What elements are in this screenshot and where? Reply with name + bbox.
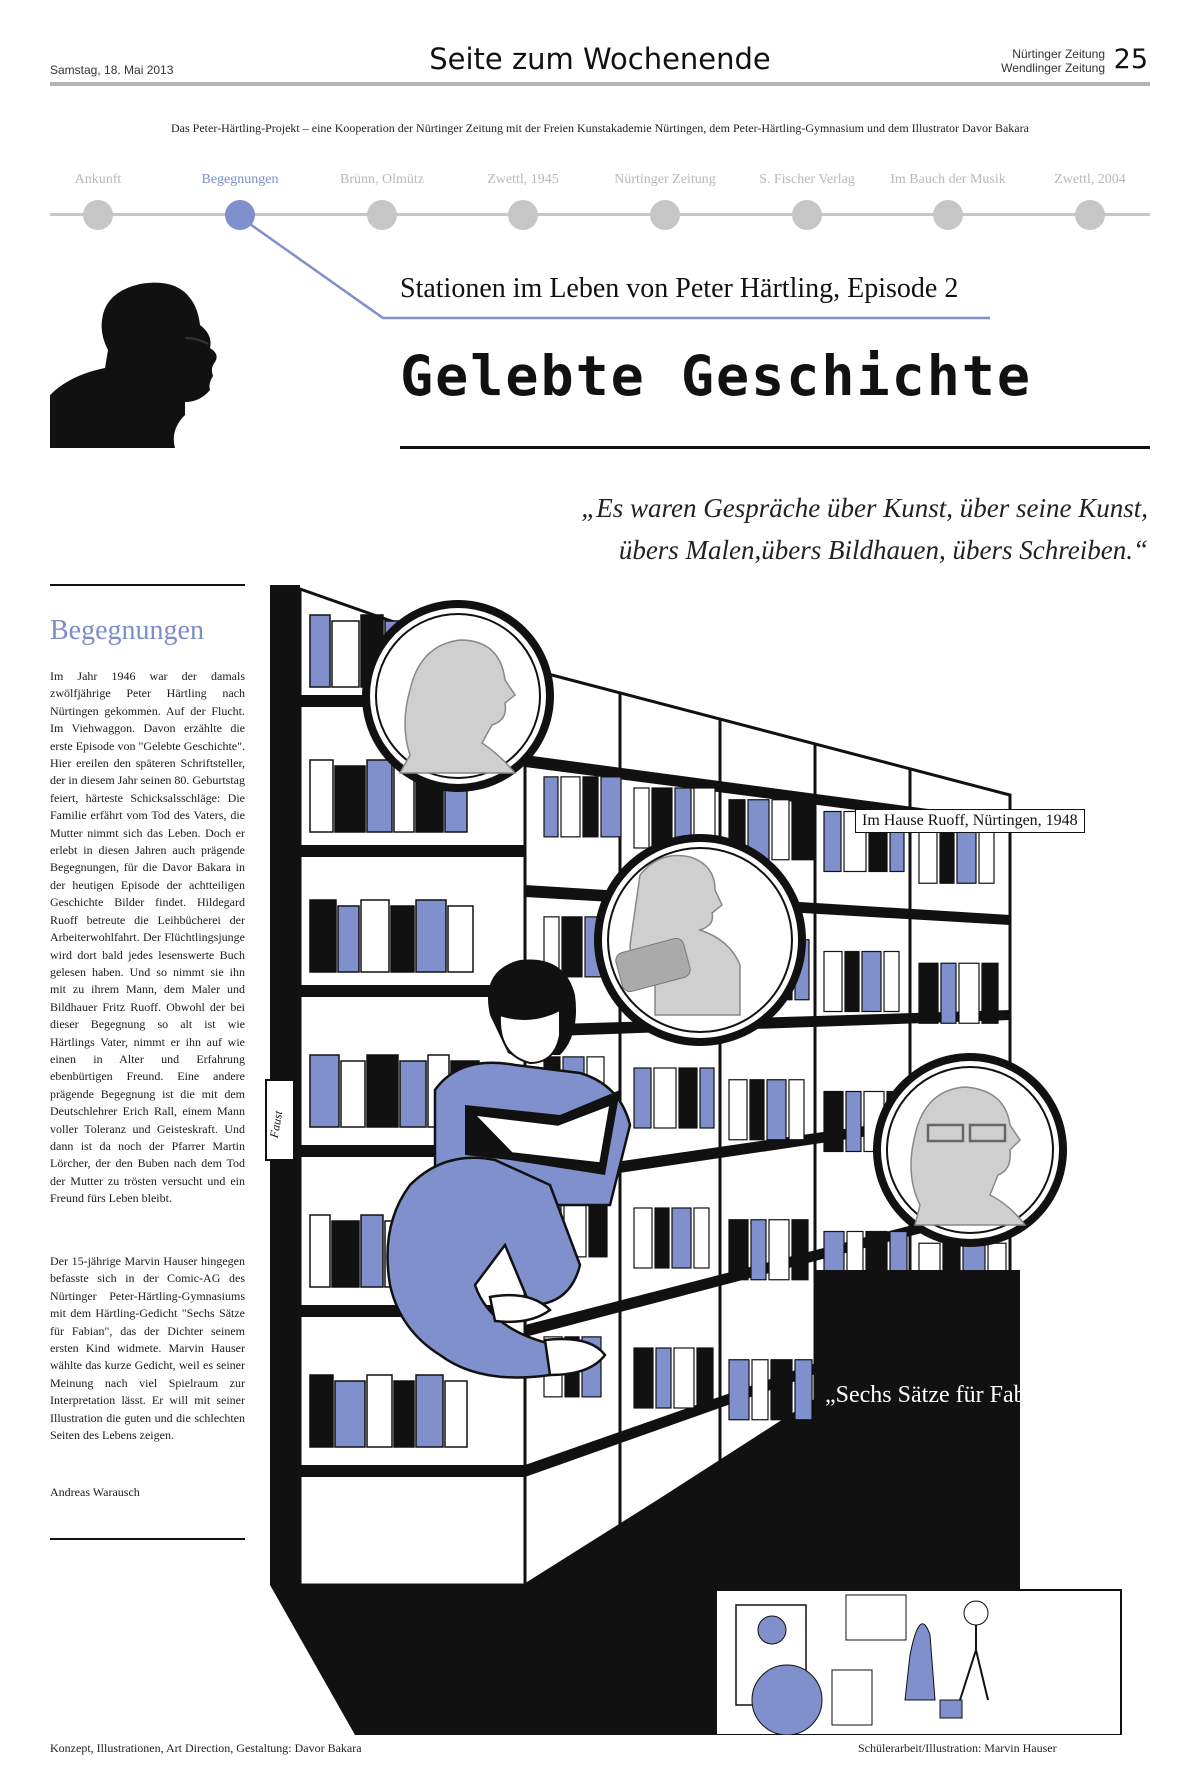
silhouette-portrait	[50, 280, 246, 448]
book	[750, 1080, 764, 1140]
book	[862, 951, 881, 1011]
book	[394, 1381, 414, 1447]
book	[824, 811, 841, 871]
book	[959, 963, 979, 1023]
faust-label: Faust	[266, 1109, 286, 1139]
timeline-station-label: Im Bauch der Musik	[890, 172, 1006, 187]
book	[335, 766, 365, 832]
timeline-station-dot	[83, 200, 113, 230]
book	[445, 1381, 467, 1447]
timeline-station-label: Ankunft	[74, 172, 122, 187]
book	[416, 900, 446, 972]
timeline-station-label: Nürtinger Zeitung	[614, 172, 716, 187]
book	[789, 1080, 804, 1140]
book	[697, 1348, 713, 1408]
book	[771, 1360, 792, 1420]
book	[332, 621, 359, 687]
timeline-station-dot	[933, 200, 963, 230]
timeline-station-label: S. Fischer Verlag	[759, 172, 855, 187]
timeline-station-label: Zwettl, 1945	[487, 172, 559, 187]
book	[400, 1061, 426, 1127]
timeline-station-dot	[1075, 200, 1105, 230]
book	[367, 760, 392, 832]
timeline-station-dot	[792, 200, 822, 230]
silhouette-shape	[50, 283, 217, 448]
newspaper-name-2: Wendlinger Zeitung	[1001, 61, 1105, 75]
book	[941, 963, 956, 1023]
page-number: 25	[1113, 44, 1148, 75]
timeline-station-label: Begegnungen	[201, 172, 279, 187]
book	[634, 1208, 652, 1268]
book	[729, 1220, 748, 1280]
library-illustration	[260, 585, 1130, 1735]
medallion-loercher	[873, 1053, 1067, 1247]
pull-quote	[448, 487, 1148, 571]
shelf-board	[300, 1465, 525, 1477]
book	[694, 1208, 709, 1268]
book	[654, 1068, 676, 1128]
book	[448, 906, 473, 972]
book	[752, 1360, 768, 1420]
book	[846, 1091, 861, 1151]
book	[729, 1080, 747, 1140]
book	[310, 900, 336, 972]
credit-right: Schülerarbeit/Illustration: Marvin Hauser	[858, 1741, 1057, 1755]
book	[729, 1360, 749, 1420]
title-rule	[400, 446, 1150, 449]
shelf-board	[300, 845, 525, 857]
book	[679, 1068, 697, 1128]
book	[674, 1348, 694, 1408]
book	[391, 906, 414, 972]
timeline-station-dot	[650, 200, 680, 230]
timeline-station-label: Zwettl, 2004	[1054, 172, 1126, 187]
book	[338, 906, 359, 972]
caption-fabian: „Sechs Sätze für Fabian“	[825, 1382, 1066, 1408]
book	[792, 800, 814, 860]
timeline-station-dot	[225, 200, 255, 230]
book	[634, 788, 649, 848]
sidebar-bottom-rule	[50, 1538, 245, 1540]
medallion-ruoff	[362, 600, 554, 792]
faust-book	[266, 1080, 294, 1160]
sidebar-paragraph-2: Der 15-jährige Marvin Hauser hingegen befasste sich in der Comic-AG des Nürtinger Peter-Härtling-Gymnasiums mit dem Härtling-Gedicht "Sechs Sätze für Fabian", das der Dichter seinem ersten Kind widmete. Marvin Hauser wählte das kurze Gedicht, weil es seiner Meinung nach viel Spielraum zur Interpretation lässt. Er will mit seiner Illustration die guten und die schlechten Seiten des Lebens zeigen.	[50, 1254, 245, 1443]
book	[601, 777, 621, 837]
project-description: Das Peter-Härtling-Projekt – eine Kooperation der Nürtinger Zeitung mit der Freien Kunstakademie Nürtingen, dem Peter-Härtling-Gymnasium und dem Illustrator Davor Bakara	[171, 121, 1029, 135]
book	[634, 1348, 653, 1408]
book	[367, 1375, 392, 1447]
book	[792, 1220, 808, 1280]
fabian-inset	[716, 1590, 1121, 1735]
book	[655, 1208, 669, 1268]
book	[561, 777, 580, 837]
newspaper-name-1: Nürtinger Zeitung	[1012, 47, 1105, 61]
book	[919, 963, 938, 1023]
book	[361, 1215, 383, 1287]
quote-line-2: übers Malen,übers Bildhauen, übers Schreiben.“	[618, 535, 1148, 565]
quote-line-1: „Es waren Gespräche über Kunst, über seine Kunst,	[581, 493, 1148, 523]
book	[310, 615, 330, 687]
book	[824, 951, 842, 1011]
book	[562, 917, 582, 977]
caption-ruoff: Im Hause Ruoff, Nürtingen, 1948	[855, 809, 1085, 833]
book	[845, 951, 859, 1011]
book	[583, 777, 598, 837]
medallion-rall	[594, 834, 806, 1046]
book	[367, 1055, 398, 1127]
credit-left: Konzept, Illustrationen, Art Direction, Gestaltung: Davor Bakara	[50, 1741, 362, 1755]
book	[416, 1375, 443, 1447]
book	[795, 1360, 812, 1420]
book	[335, 1381, 365, 1447]
book	[982, 963, 998, 1023]
fabian-panel-bg	[815, 1270, 1020, 1600]
timeline-station-dot	[367, 200, 397, 230]
timeline-station-label: Brünn, Olmütz	[340, 172, 424, 187]
book	[767, 1080, 786, 1140]
book	[361, 900, 389, 972]
book	[769, 1220, 789, 1280]
book	[751, 1220, 766, 1280]
issue-date: Samstag, 18. Mai 2013	[50, 63, 174, 77]
book	[544, 777, 558, 837]
section-title: Seite zum Wochenende	[429, 42, 771, 76]
book	[310, 760, 333, 832]
book	[656, 1348, 671, 1408]
episode-line: Stationen im Leben von Peter Härtling, Episode 2	[400, 273, 959, 304]
book	[310, 1215, 330, 1287]
book	[634, 1068, 651, 1128]
book	[772, 800, 789, 860]
book	[824, 1091, 843, 1151]
timeline-station-dot	[508, 200, 538, 230]
article-author: Andreas Warausch	[50, 1485, 140, 1499]
main-title: Gelebte Geschichte	[400, 344, 1033, 408]
sidebar-heading: Begegnungen	[50, 615, 204, 646]
book	[700, 1068, 714, 1128]
book	[310, 1055, 339, 1127]
sidebar-paragraph-1: Im Jahr 1946 war der damals zwölfjährige Peter Härtling nach Nürtingen gekommen. Auf der Flucht. Im Viehwaggon. Davon erzählte die erste Episode von "Gelebte Geschichte". Hier ereilen den späteren Schriftsteller, der in diesem Jahr seinen 80. Geburtstag feiert, härteste Schicksalsschläge: Die Familie erfährt vom Tod des Vaters, die Mutter nimmt sich das Leben. Doch er erlebt in diesen Jahren auch prägende Begegnungen, für die Davor Bakara in der heutigen Episode der achtteiligen Geschichte Bilder findet. Hildegard Ruoff betreute die Leihbücherei der Arbeiterwohlfahrt. Der Flüchtlingsjunge wird dort bald jedes lesenswerte Buch gelesen haben. Und so nimmt sie ihn mit zu ihrem Mann, dem Maler und Bildhauer Fritz Ruoff. Obwohl der bei dieser Begegnung so alt ist wie Härtlings Vater, nimmt er ihn auf wie einen in Alter und Erfahrung ebenbürtigen Freund. Eine andere prägende Begegnung ist die mit dem Deutschlehrer Erich Rall, einem Mann voller Toleranz und Geisteskraft. Und dann ist da noch der Pfarrer Martin Lörcher, der den Buben nach dem Tod der Mutter zu trösten versucht und ein Freund fürs Leben bleibt.	[50, 669, 245, 1206]
book	[332, 1221, 359, 1287]
book	[341, 1061, 365, 1127]
sidebar-top-rule	[50, 584, 245, 586]
book	[310, 1375, 333, 1447]
book	[672, 1208, 691, 1268]
book	[884, 951, 899, 1011]
